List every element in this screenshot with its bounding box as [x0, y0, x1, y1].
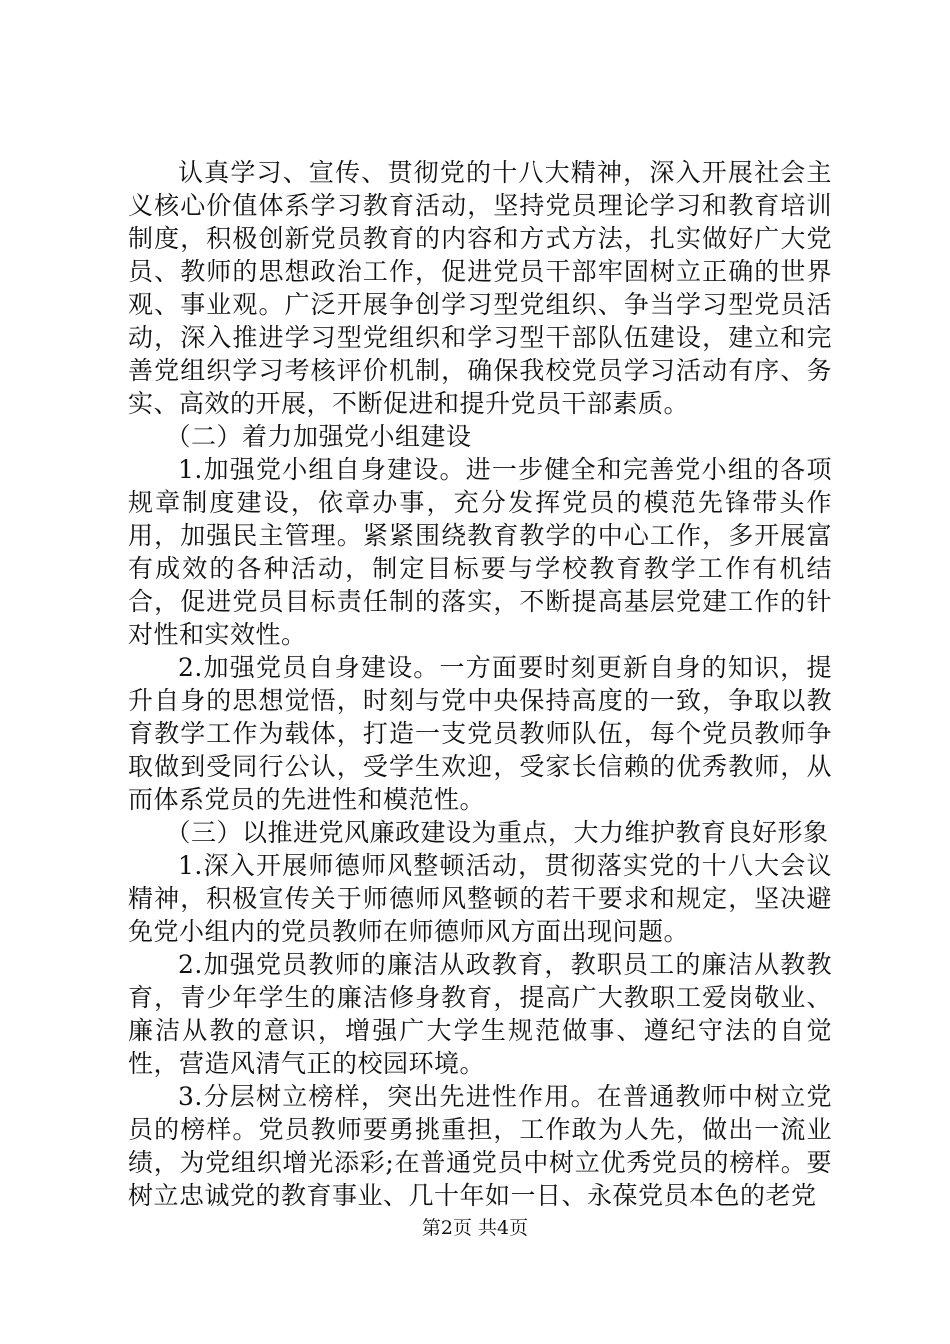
paragraph-ethics-campaign: 1.深入开展师德师风整顿活动，贯彻落实党的十八大会议精神，积极宣传关于师德师风整顿的若干要求和规定，坚决避免党小组内的党员教师在师德师风方面出现问题。 [128, 851, 832, 946]
page-number-footer: 第2页 共4页 [421, 1217, 529, 1239]
paragraph-group-building: 1.加强党小组自身建设。进一步健全和完善党小组的各项规章制度建设，依章办事，充分发挥党员的模范先锋带头作用，加强民主管理。紧紧围绕教育教学的中心工作，多开展富有成效的各种活动，制定目标要与学校教育教学工作有机结合，促进党员目标责任制的落实，不断提高基层党建工作的针对性和实效性。 [128, 455, 832, 649]
section-heading-3: （三）以推进党风廉政建设为重点，大力维护教育良好形象 [165, 818, 829, 847]
section-heading-2: （二）着力加强党小组建设 [165, 422, 472, 451]
paragraph-study: 认真学习、宣传、贯彻党的十八大精神，深入开展社会主义核心价值体系学习教育活动，坚持党员理论学习和教育培训制度，积极创新党员教育的内容和方式方法，扎实做好广大党员、教师的思想政治工作，促进党员干部牢固树立正确的世界观、事业观。广泛开展争创学习型党组织、争当学习型党员活动，深入推进学习型党组织和学习型干部队伍建设，建立和完善党组织学习考核评价机制，确保我校党员学习活动有序、务实、高效的开展，不断促进和提升党员干部素质。 [128, 158, 832, 418]
paragraph-member-building: 2.加强党员自身建设。一方面要时刻更新自身的知识，提升自身的思想觉悟，时刻与党中央保持高度的一致，争取以教育教学工作为载体，打造一支党员教师队伍，每个党员教师争取做到受同行公认，受学生欢迎，受家长信赖的优秀教师，从而体系党员的先进性和模范性。 [128, 653, 832, 814]
document-body [128, 156, 832, 1212]
paragraph-integrity-education: 2.加强党员教师的廉洁从政教育，教职员工的廉洁从教教育，青少年学生的廉洁修身教育，提高广大教职工爱岗敬业、廉洁从教的意识，增强广大学生规范做事、遵纪守法的自觉性，营造风清气正的校园环境。 [128, 950, 832, 1078]
paragraph-role-models: 3.分层树立榜样，突出先进性作用。在普通教师中树立党员的榜样。党员教师要勇挑重担，工作敢为人先，做出一流业绩，为党组织增光添彩;在普通党员中树立优秀党员的榜样。要树立忠诚党的教育事业、几十年如一日、永葆党员本色的老党 [128, 1082, 832, 1210]
